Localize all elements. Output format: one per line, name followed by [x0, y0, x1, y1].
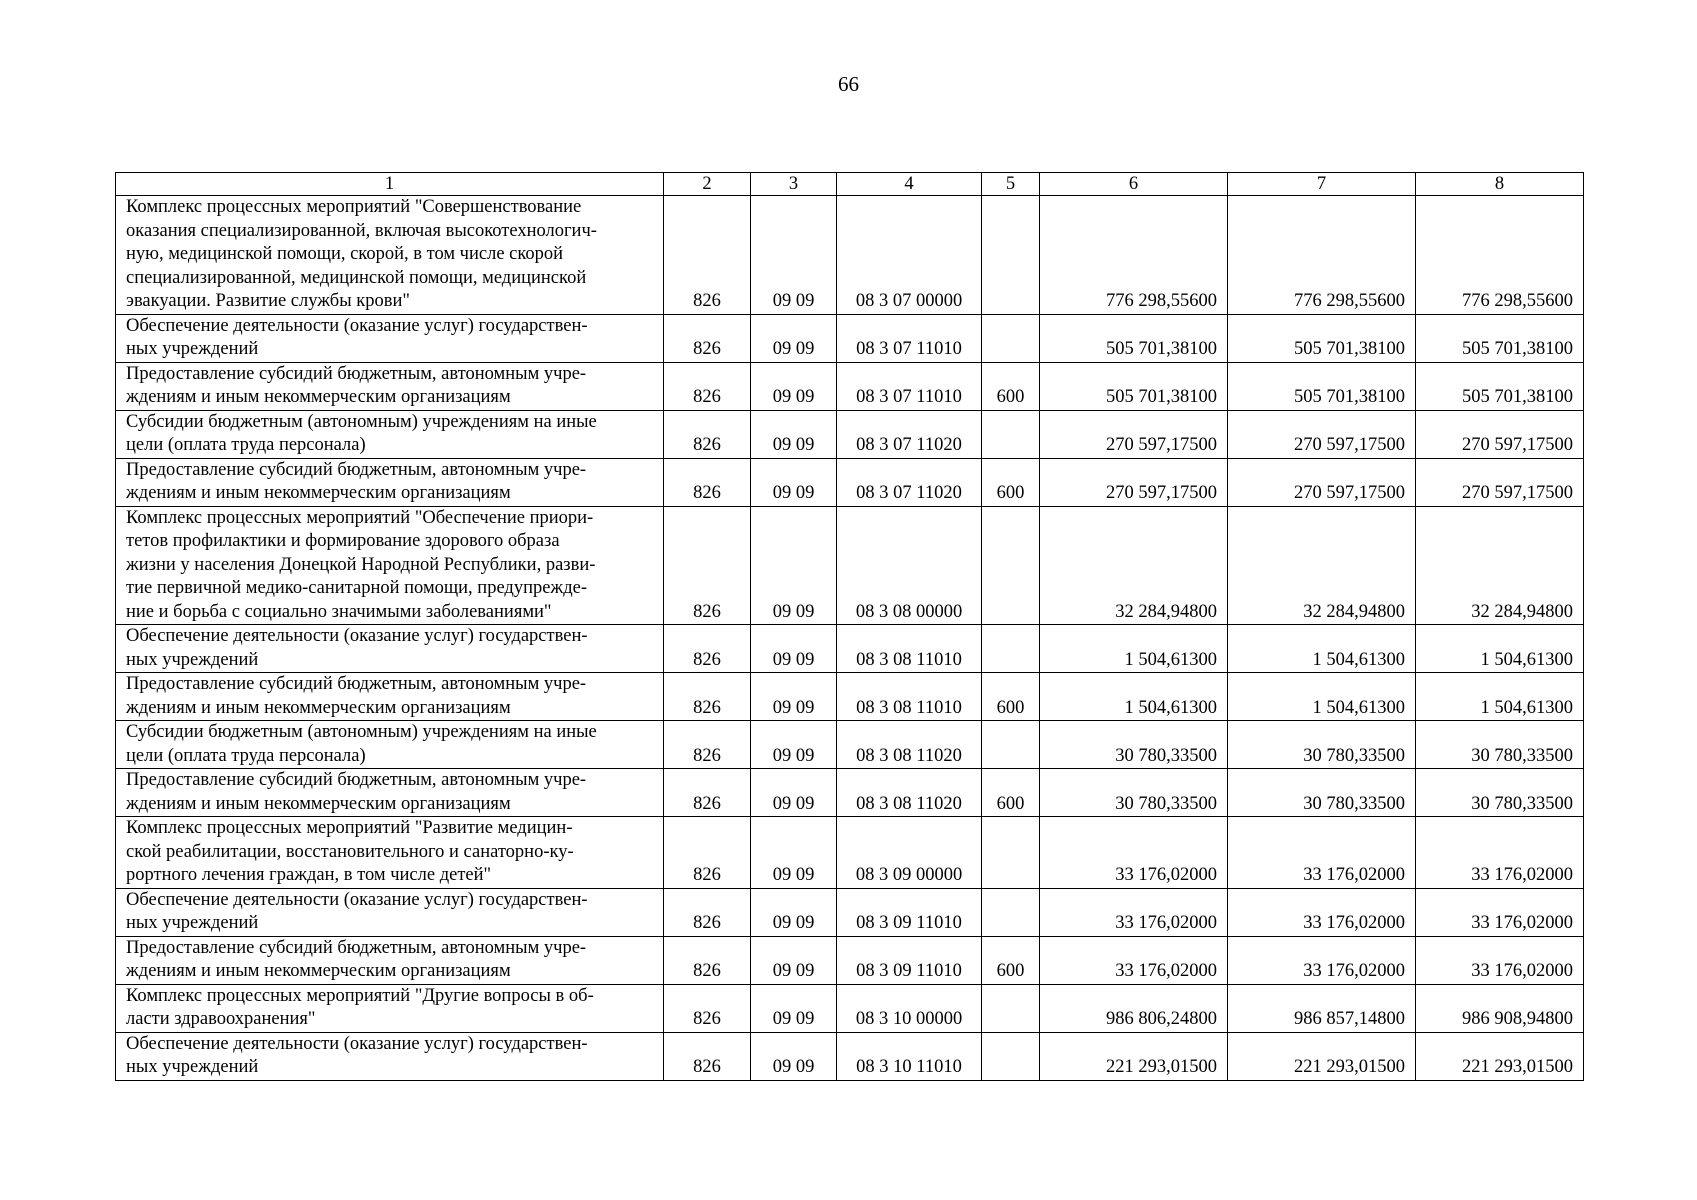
expense-type-code: 600 — [982, 458, 1040, 506]
table-row — [116, 196, 1584, 315]
amount-col-6: 986 806,24800 — [1040, 984, 1228, 1032]
amount-col-8: 776 298,55600 — [1416, 196, 1584, 315]
amount-col-6: 505 701,38100 — [1040, 314, 1228, 362]
amount-col-8: 1 504,61300 — [1416, 673, 1584, 721]
amount-col-7: 33 176,02000 — [1228, 817, 1416, 889]
expense-name: Субсидии бюджетным (автономным) учреждениям на иные цели (оплата труда персонала) — [116, 410, 664, 458]
column-header-3: 3 — [751, 173, 837, 196]
ministry-code: 826 — [664, 362, 751, 410]
target-article-code: 08 3 08 00000 — [837, 506, 982, 625]
ministry-code: 826 — [664, 721, 751, 769]
expense-name: Комплекс процессных мероприятий "Другие вопросы в об- ласти здравоохранения" — [116, 984, 664, 1032]
amount-col-7: 32 284,94800 — [1228, 506, 1416, 625]
section-code: 09 09 — [751, 314, 837, 362]
amount-col-7: 221 293,01500 — [1228, 1032, 1416, 1080]
amount-col-8: 270 597,17500 — [1416, 458, 1584, 506]
section-code: 09 09 — [751, 625, 837, 673]
amount-col-6: 32 284,94800 — [1040, 506, 1228, 625]
table-row — [116, 362, 1584, 410]
amount-col-8: 221 293,01500 — [1416, 1032, 1584, 1080]
section-code: 09 09 — [751, 458, 837, 506]
expense-name: Предоставление субсидий бюджетным, автономным учре- ждениям и иным некоммерческим организациям — [116, 673, 664, 721]
amount-col-8: 505 701,38100 — [1416, 314, 1584, 362]
table-row — [116, 936, 1584, 984]
target-article-code: 08 3 09 11010 — [837, 936, 982, 984]
section-code: 09 09 — [751, 362, 837, 410]
budget-table — [115, 172, 1584, 1081]
section-code: 09 09 — [751, 673, 837, 721]
amount-col-7: 1 504,61300 — [1228, 673, 1416, 721]
section-code: 09 09 — [751, 506, 837, 625]
target-article-code: 08 3 08 11020 — [837, 721, 982, 769]
amount-col-8: 30 780,33500 — [1416, 721, 1584, 769]
table-row — [116, 458, 1584, 506]
amount-col-8: 30 780,33500 — [1416, 769, 1584, 817]
target-article-code: 08 3 07 00000 — [837, 196, 982, 315]
expense-type-code — [982, 817, 1040, 889]
ministry-code: 826 — [664, 936, 751, 984]
section-code: 09 09 — [751, 936, 837, 984]
column-header-1: 1 — [116, 173, 664, 196]
column-header-4: 4 — [837, 173, 982, 196]
expense-type-code — [982, 196, 1040, 315]
amount-col-6: 1 504,61300 — [1040, 673, 1228, 721]
expense-type-code — [982, 984, 1040, 1032]
ministry-code: 826 — [664, 984, 751, 1032]
section-code: 09 09 — [751, 769, 837, 817]
column-header-6: 6 — [1040, 173, 1228, 196]
ministry-code: 826 — [664, 888, 751, 936]
expense-type-code — [982, 888, 1040, 936]
amount-col-7: 1 504,61300 — [1228, 625, 1416, 673]
column-header-5: 5 — [982, 173, 1040, 196]
column-header-8: 8 — [1416, 173, 1584, 196]
amount-col-8: 270 597,17500 — [1416, 410, 1584, 458]
section-code: 09 09 — [751, 888, 837, 936]
target-article-code: 08 3 07 11010 — [837, 314, 982, 362]
expense-name: Обеспечение деятельности (оказание услуг) государствен- ных учреждений — [116, 1032, 664, 1080]
expense-name: Комплекс процессных мероприятий "Обеспечение приори- тетов профилактики и формирование здорового образа жизни у населения Донецкой Народной Республики, разви- тие первичной медико-санитарной помощи, предупрежде- ние и борьба с социально значимыми заболеваниями" — [116, 506, 664, 625]
amount-col-7: 270 597,17500 — [1228, 410, 1416, 458]
target-article-code: 08 3 08 11010 — [837, 673, 982, 721]
section-code: 09 09 — [751, 196, 837, 315]
target-article-code: 08 3 09 11010 — [837, 888, 982, 936]
ministry-code: 826 — [664, 196, 751, 315]
target-article-code: 08 3 07 11010 — [837, 362, 982, 410]
table-row — [116, 817, 1584, 889]
expense-type-code: 600 — [982, 362, 1040, 410]
amount-col-8: 33 176,02000 — [1416, 817, 1584, 889]
table-row — [116, 721, 1584, 769]
amount-col-6: 221 293,01500 — [1040, 1032, 1228, 1080]
expense-name: Субсидии бюджетным (автономным) учреждениям на иные цели (оплата труда персонала) — [116, 721, 664, 769]
target-article-code: 08 3 07 11020 — [837, 410, 982, 458]
amount-col-8: 32 284,94800 — [1416, 506, 1584, 625]
ministry-code: 826 — [664, 817, 751, 889]
amount-col-6: 270 597,17500 — [1040, 410, 1228, 458]
table-body — [116, 196, 1584, 1081]
target-article-code: 08 3 07 11020 — [837, 458, 982, 506]
expense-type-code — [982, 1032, 1040, 1080]
amount-col-7: 505 701,38100 — [1228, 362, 1416, 410]
table-row — [116, 410, 1584, 458]
ministry-code: 826 — [664, 673, 751, 721]
section-code: 09 09 — [751, 1032, 837, 1080]
expense-type-code — [982, 625, 1040, 673]
expense-name: Обеспечение деятельности (оказание услуг) государствен- ных учреждений — [116, 888, 664, 936]
ministry-code: 826 — [664, 314, 751, 362]
column-header-2: 2 — [664, 173, 751, 196]
target-article-code: 08 3 08 11020 — [837, 769, 982, 817]
amount-col-6: 1 504,61300 — [1040, 625, 1228, 673]
ministry-code: 826 — [664, 410, 751, 458]
expense-name: Комплекс процессных мероприятий "Развитие медицин- ской реабилитации, восстановительного и санаторно-ку- рортного лечения граждан, в том числе детей" — [116, 817, 664, 889]
expense-type-code — [982, 506, 1040, 625]
table-row — [116, 769, 1584, 817]
section-code: 09 09 — [751, 721, 837, 769]
amount-col-6: 270 597,17500 — [1040, 458, 1228, 506]
amount-col-8: 33 176,02000 — [1416, 888, 1584, 936]
target-article-code: 08 3 09 00000 — [837, 817, 982, 889]
target-article-code: 08 3 08 11010 — [837, 625, 982, 673]
table-row — [116, 673, 1584, 721]
expense-type-code — [982, 721, 1040, 769]
table-row — [116, 1032, 1584, 1080]
expense-name: Комплекс процессных мероприятий "Совершенствование оказания специализированной, включая высокотехнологич- ную, медицинской помощи, скорой, в том числе скорой специализированной, медицинской помощи, медицинской эвакуации. Развитие службы крови" — [116, 196, 664, 315]
ministry-code: 826 — [664, 506, 751, 625]
expense-type-code — [982, 314, 1040, 362]
amount-col-6: 505 701,38100 — [1040, 362, 1228, 410]
column-header-7: 7 — [1228, 173, 1416, 196]
amount-col-8: 986 908,94800 — [1416, 984, 1584, 1032]
amount-col-7: 30 780,33500 — [1228, 769, 1416, 817]
amount-col-6: 33 176,02000 — [1040, 817, 1228, 889]
section-code: 09 09 — [751, 817, 837, 889]
expense-type-code: 600 — [982, 673, 1040, 721]
amount-col-7: 776 298,55600 — [1228, 196, 1416, 315]
expense-type-code — [982, 410, 1040, 458]
amount-col-8: 33 176,02000 — [1416, 936, 1584, 984]
amount-col-6: 776 298,55600 — [1040, 196, 1228, 315]
amount-col-6: 33 176,02000 — [1040, 936, 1228, 984]
expense-name: Предоставление субсидий бюджетным, автономным учре- ждениям и иным некоммерческим организациям — [116, 362, 664, 410]
amount-col-8: 1 504,61300 — [1416, 625, 1584, 673]
amount-col-6: 33 176,02000 — [1040, 888, 1228, 936]
table-row — [116, 625, 1584, 673]
expense-name: Предоставление субсидий бюджетным, автономным учре- ждениям и иным некоммерческим организациям — [116, 458, 664, 506]
amount-col-8: 505 701,38100 — [1416, 362, 1584, 410]
amount-col-7: 33 176,02000 — [1228, 888, 1416, 936]
table-row — [116, 984, 1584, 1032]
amount-col-7: 33 176,02000 — [1228, 936, 1416, 984]
expense-type-code: 600 — [982, 769, 1040, 817]
table-row — [116, 506, 1584, 625]
expense-name: Предоставление субсидий бюджетным, автономным учре- ждениям и иным некоммерческим организациям — [116, 936, 664, 984]
page-number: 66 — [838, 72, 859, 96]
amount-col-7: 270 597,17500 — [1228, 458, 1416, 506]
amount-col-7: 505 701,38100 — [1228, 314, 1416, 362]
table-row — [116, 888, 1584, 936]
target-article-code: 08 3 10 00000 — [837, 984, 982, 1032]
expense-name: Обеспечение деятельности (оказание услуг) государствен- ных учреждений — [116, 314, 664, 362]
amount-col-7: 30 780,33500 — [1228, 721, 1416, 769]
expense-name: Предоставление субсидий бюджетным, автономным учре- ждениям и иным некоммерческим организациям — [116, 769, 664, 817]
ministry-code: 826 — [664, 1032, 751, 1080]
section-code: 09 09 — [751, 984, 837, 1032]
ministry-code: 826 — [664, 769, 751, 817]
table-row — [116, 314, 1584, 362]
section-code: 09 09 — [751, 410, 837, 458]
table-header-row — [116, 173, 1584, 196]
expense-type-code: 600 — [982, 936, 1040, 984]
target-article-code: 08 3 10 11010 — [837, 1032, 982, 1080]
amount-col-6: 30 780,33500 — [1040, 721, 1228, 769]
amount-col-7: 986 857,14800 — [1228, 984, 1416, 1032]
ministry-code: 826 — [664, 458, 751, 506]
expense-name: Обеспечение деятельности (оказание услуг) государствен- ных учреждений — [116, 625, 664, 673]
ministry-code: 826 — [664, 625, 751, 673]
amount-col-6: 30 780,33500 — [1040, 769, 1228, 817]
